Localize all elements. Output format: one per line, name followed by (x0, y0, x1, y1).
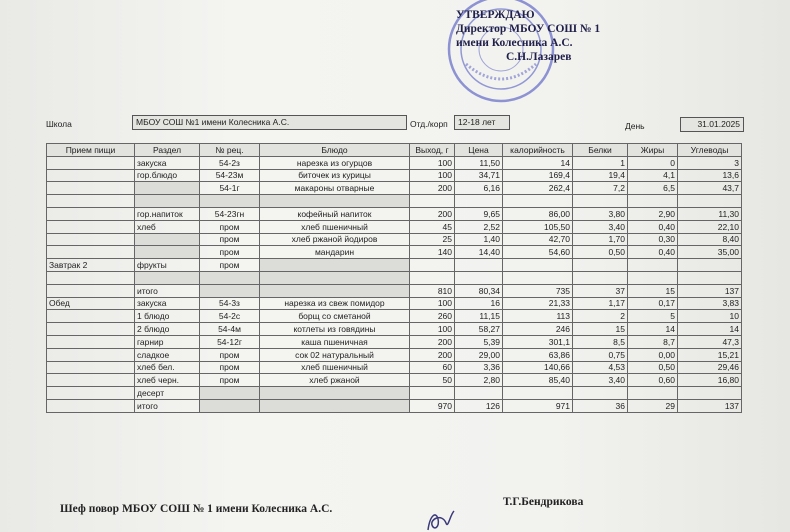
table-cell: 58,27 (455, 323, 503, 336)
table-row (47, 348, 742, 361)
day-label: День (625, 121, 645, 131)
table-cell: 113 (503, 310, 573, 323)
dept-label: Отд./корп (410, 119, 448, 129)
table-cell: 15,21 (678, 348, 742, 361)
table-cell (47, 335, 135, 348)
table-row (47, 284, 742, 297)
table-cell (455, 195, 503, 208)
table-cell: 0,75 (573, 348, 628, 361)
table-cell: пром (200, 233, 260, 246)
table-cell: 16 (455, 297, 503, 310)
table-row (47, 246, 742, 259)
table-cell: 0,00 (628, 348, 678, 361)
table-cell: 301,1 (503, 335, 573, 348)
column-header: Цена (455, 144, 503, 157)
table-cell: 43,7 (678, 182, 742, 195)
table-cell: 3,40 (573, 220, 628, 233)
table-cell (573, 387, 628, 400)
table-row (47, 233, 742, 246)
table-cell: 14,40 (455, 246, 503, 259)
approval-org: имени Колесника А.С. (456, 37, 573, 49)
table-cell: 21,33 (503, 297, 573, 310)
school-field: МБОУ СОШ №1 имени Колесника А.С. (132, 115, 407, 130)
table-cell: 200 (410, 335, 455, 348)
table-cell (628, 259, 678, 272)
table-cell (47, 207, 135, 220)
column-header: Прием пищи (47, 144, 135, 157)
table-cell (628, 271, 678, 284)
table-cell: 6,16 (455, 182, 503, 195)
chef-title: Шеф повор МБОУ СОШ № 1 имени Колесника А.С. (60, 503, 333, 515)
table-cell (260, 259, 410, 272)
table-cell: 22,10 (678, 220, 742, 233)
table-cell (47, 169, 135, 182)
table-cell (455, 271, 503, 284)
table-cell (47, 323, 135, 336)
table-cell: 34,71 (455, 169, 503, 182)
column-header: Раздел (135, 144, 200, 157)
table-cell: 735 (503, 284, 573, 297)
column-header: Жиры (628, 144, 678, 157)
table-cell: хлеб (135, 220, 200, 233)
table-cell (47, 246, 135, 259)
table-cell: 14 (628, 323, 678, 336)
table-cell: пром (200, 348, 260, 361)
approval-title: УТВЕРЖДАЮ (456, 9, 535, 21)
table-cell: 970 (410, 399, 455, 412)
table-cell: 54-23гн (200, 207, 260, 220)
table-cell: 5,39 (455, 335, 503, 348)
table-cell (200, 399, 260, 412)
table-cell: 246 (503, 323, 573, 336)
table-cell: 54-4м (200, 323, 260, 336)
table-cell (47, 156, 135, 169)
table-cell: хлеб пшеничный (260, 361, 410, 374)
table-cell: 13,6 (678, 169, 742, 182)
table-cell: 16,80 (678, 374, 742, 387)
table-cell: 63,86 (503, 348, 573, 361)
table-cell: 100 (410, 297, 455, 310)
table-cell (260, 284, 410, 297)
table-cell: 14 (503, 156, 573, 169)
table-cell: 3,36 (455, 361, 503, 374)
table-cell: 54-3з (200, 297, 260, 310)
table-cell (455, 387, 503, 400)
dept-field: 12-18 лет (454, 115, 510, 130)
table-cell: 137 (678, 399, 742, 412)
table-cell: Обед (47, 297, 135, 310)
column-header: Белки (573, 144, 628, 157)
table-cell (47, 374, 135, 387)
table-cell (410, 195, 455, 208)
table-cell: Завтрак 2 (47, 259, 135, 272)
table-cell: пром (200, 361, 260, 374)
table-cell: 36 (573, 399, 628, 412)
table-cell: 29 (628, 399, 678, 412)
table-cell: 54-23м (200, 169, 260, 182)
table-cell (47, 182, 135, 195)
table-cell: 85,40 (503, 374, 573, 387)
table-cell: десерт (135, 387, 200, 400)
table-cell: 14 (678, 323, 742, 336)
table-cell (47, 399, 135, 412)
table-cell: 29,46 (678, 361, 742, 374)
table-cell (47, 361, 135, 374)
table-cell: сладкое (135, 348, 200, 361)
table-cell (410, 271, 455, 284)
table-cell (455, 259, 503, 272)
table-cell (503, 195, 573, 208)
approval-block (456, 8, 600, 64)
table-cell (410, 259, 455, 272)
table-cell (260, 399, 410, 412)
table-cell: хлеб бел. (135, 361, 200, 374)
table-row (47, 182, 742, 195)
table-cell (628, 387, 678, 400)
table-cell: кофейный напиток (260, 207, 410, 220)
table-cell: 0,17 (628, 297, 678, 310)
table-cell: 262,4 (503, 182, 573, 195)
table-cell: 0,50 (573, 246, 628, 259)
table-cell: 971 (503, 399, 573, 412)
table-cell: 54-2с (200, 310, 260, 323)
table-cell: 140 (410, 246, 455, 259)
table-row (47, 207, 742, 220)
table-cell (573, 259, 628, 272)
table-row (47, 310, 742, 323)
table-cell (678, 271, 742, 284)
table-cell (135, 182, 200, 195)
column-header: калорийность (503, 144, 573, 157)
table-cell: нарезка из свеж помидор (260, 297, 410, 310)
table-cell: хлеб ржаной (260, 374, 410, 387)
table-cell: 0,40 (628, 220, 678, 233)
table-row (47, 259, 742, 272)
table-cell (47, 310, 135, 323)
chef-name: Т.Г.Бендрикова (503, 496, 584, 508)
table-cell: 1,70 (573, 233, 628, 246)
table-cell: 8,5 (573, 335, 628, 348)
table-cell: нарезка из огурцов (260, 156, 410, 169)
table-cell: 1 (573, 156, 628, 169)
table-cell (200, 271, 260, 284)
table-cell (678, 387, 742, 400)
table-cell: 54-1г (200, 182, 260, 195)
table-cell: 29,00 (455, 348, 503, 361)
table-cell: 54-12г (200, 335, 260, 348)
table-cell (200, 195, 260, 208)
table-cell: 0,60 (628, 374, 678, 387)
table-cell: 100 (410, 169, 455, 182)
table-cell: 2 (573, 310, 628, 323)
table-cell: 42,70 (503, 233, 573, 246)
table-cell: 0,50 (628, 361, 678, 374)
table-cell: 15 (628, 284, 678, 297)
table-cell: 8,7 (628, 335, 678, 348)
table-cell: 100 (410, 156, 455, 169)
table-cell: пром (200, 259, 260, 272)
table-cell: 1,17 (573, 297, 628, 310)
table-cell: 3,40 (573, 374, 628, 387)
table-row (47, 169, 742, 182)
table-cell: пром (200, 374, 260, 387)
table-cell: 3,83 (678, 297, 742, 310)
handwritten-signature (420, 505, 460, 532)
table-row (47, 271, 742, 284)
table-cell (260, 387, 410, 400)
table-cell: 54,60 (503, 246, 573, 259)
table-cell: 9,65 (455, 207, 503, 220)
table-cell: 126 (455, 399, 503, 412)
table-header-row (47, 144, 742, 157)
table-cell (503, 271, 573, 284)
table-cell (678, 259, 742, 272)
table-cell: 45 (410, 220, 455, 233)
table-cell: хлеб черн. (135, 374, 200, 387)
table-cell: 80,34 (455, 284, 503, 297)
table-cell: 3 (678, 156, 742, 169)
table-cell: каша пшеничная (260, 335, 410, 348)
table-row (47, 335, 742, 348)
table-cell: 47,3 (678, 335, 742, 348)
table-cell: котлеты из говядины (260, 323, 410, 336)
table-cell: 5 (628, 310, 678, 323)
column-header: Углеводы (678, 144, 742, 157)
table-cell: гор.блюдо (135, 169, 200, 182)
table-row (47, 156, 742, 169)
table-cell (135, 195, 200, 208)
table-cell: макароны отварные (260, 182, 410, 195)
table-cell (135, 233, 200, 246)
table-cell: 8,40 (678, 233, 742, 246)
table-row (47, 387, 742, 400)
table-cell: 200 (410, 182, 455, 195)
table-cell: 4,53 (573, 361, 628, 374)
table-cell: 140,66 (503, 361, 573, 374)
table-cell (573, 195, 628, 208)
table-cell (47, 387, 135, 400)
table-row (47, 297, 742, 310)
table-cell: 35,00 (678, 246, 742, 259)
table-cell: 2 блюдо (135, 323, 200, 336)
table-row (47, 220, 742, 233)
table-cell: 1 блюдо (135, 310, 200, 323)
table-cell: гор.напиток (135, 207, 200, 220)
table-cell: 50 (410, 374, 455, 387)
table-cell: 10 (678, 310, 742, 323)
table-cell: 137 (678, 284, 742, 297)
table-cell: 11,15 (455, 310, 503, 323)
day-field: 31.01.2025 (680, 117, 744, 132)
table-cell: 19,4 (573, 169, 628, 182)
approval-signer: С.Н.Лазарев (506, 51, 572, 63)
table-row (47, 323, 742, 336)
table-cell: итого (135, 399, 200, 412)
table-cell (628, 195, 678, 208)
table-cell (47, 271, 135, 284)
school-label: Школа (46, 119, 72, 129)
table-cell: 100 (410, 323, 455, 336)
table-row (47, 195, 742, 208)
table-cell: 1,40 (455, 233, 503, 246)
table-cell (47, 233, 135, 246)
table-row (47, 374, 742, 387)
table-cell: хлеб ржаной йодиров (260, 233, 410, 246)
table-cell: 0,30 (628, 233, 678, 246)
table-cell: 810 (410, 284, 455, 297)
table-row (47, 361, 742, 374)
table-cell (47, 195, 135, 208)
table-cell: 54-2з (200, 156, 260, 169)
table-cell: 11,30 (678, 207, 742, 220)
table-cell: хлеб пшеничный (260, 220, 410, 233)
table-cell: 60 (410, 361, 455, 374)
table-cell (200, 284, 260, 297)
table-cell: 3,80 (573, 207, 628, 220)
table-cell (573, 271, 628, 284)
table-row (47, 399, 742, 412)
table-cell: 11,50 (455, 156, 503, 169)
table-cell: гарнир (135, 335, 200, 348)
approval-position: Директор МБОУ СОШ № 1 (456, 23, 601, 35)
table-cell: 2,52 (455, 220, 503, 233)
table-cell: 25 (410, 233, 455, 246)
column-header: Выход, г (410, 144, 455, 157)
table-cell (503, 387, 573, 400)
column-header: № рец. (200, 144, 260, 157)
table-cell: 37 (573, 284, 628, 297)
table-cell: пром (200, 246, 260, 259)
column-header: Блюдо (260, 144, 410, 157)
table-cell: мандарин (260, 246, 410, 259)
table-cell: 260 (410, 310, 455, 323)
table-cell: 200 (410, 348, 455, 361)
table-cell: 0 (628, 156, 678, 169)
table-cell: 7,2 (573, 182, 628, 195)
table-cell: закуска (135, 297, 200, 310)
table-cell (260, 195, 410, 208)
table-cell: сок 02 натуральный (260, 348, 410, 361)
table-cell: биточек из курицы (260, 169, 410, 182)
table-cell: 15 (573, 323, 628, 336)
table-cell (410, 387, 455, 400)
table-cell (47, 284, 135, 297)
table-cell: закуска (135, 156, 200, 169)
table-cell (200, 387, 260, 400)
table-cell: 105,50 (503, 220, 573, 233)
table-cell: 2,90 (628, 207, 678, 220)
table-cell (47, 220, 135, 233)
menu-table (46, 143, 742, 413)
table-cell: 0,40 (628, 246, 678, 259)
table-cell: итого (135, 284, 200, 297)
table-cell (503, 259, 573, 272)
table-cell: 200 (410, 207, 455, 220)
table-cell: борщ со сметаной (260, 310, 410, 323)
table-cell (260, 271, 410, 284)
table-cell: фрукты (135, 259, 200, 272)
table-cell: 2,80 (455, 374, 503, 387)
table-cell: 169,4 (503, 169, 573, 182)
table-cell: 86,00 (503, 207, 573, 220)
table-cell (135, 246, 200, 259)
table-cell (47, 348, 135, 361)
table-cell: пром (200, 220, 260, 233)
table-cell (135, 271, 200, 284)
table-cell: 4,1 (628, 169, 678, 182)
table-cell: 6,5 (628, 182, 678, 195)
table-cell (678, 195, 742, 208)
